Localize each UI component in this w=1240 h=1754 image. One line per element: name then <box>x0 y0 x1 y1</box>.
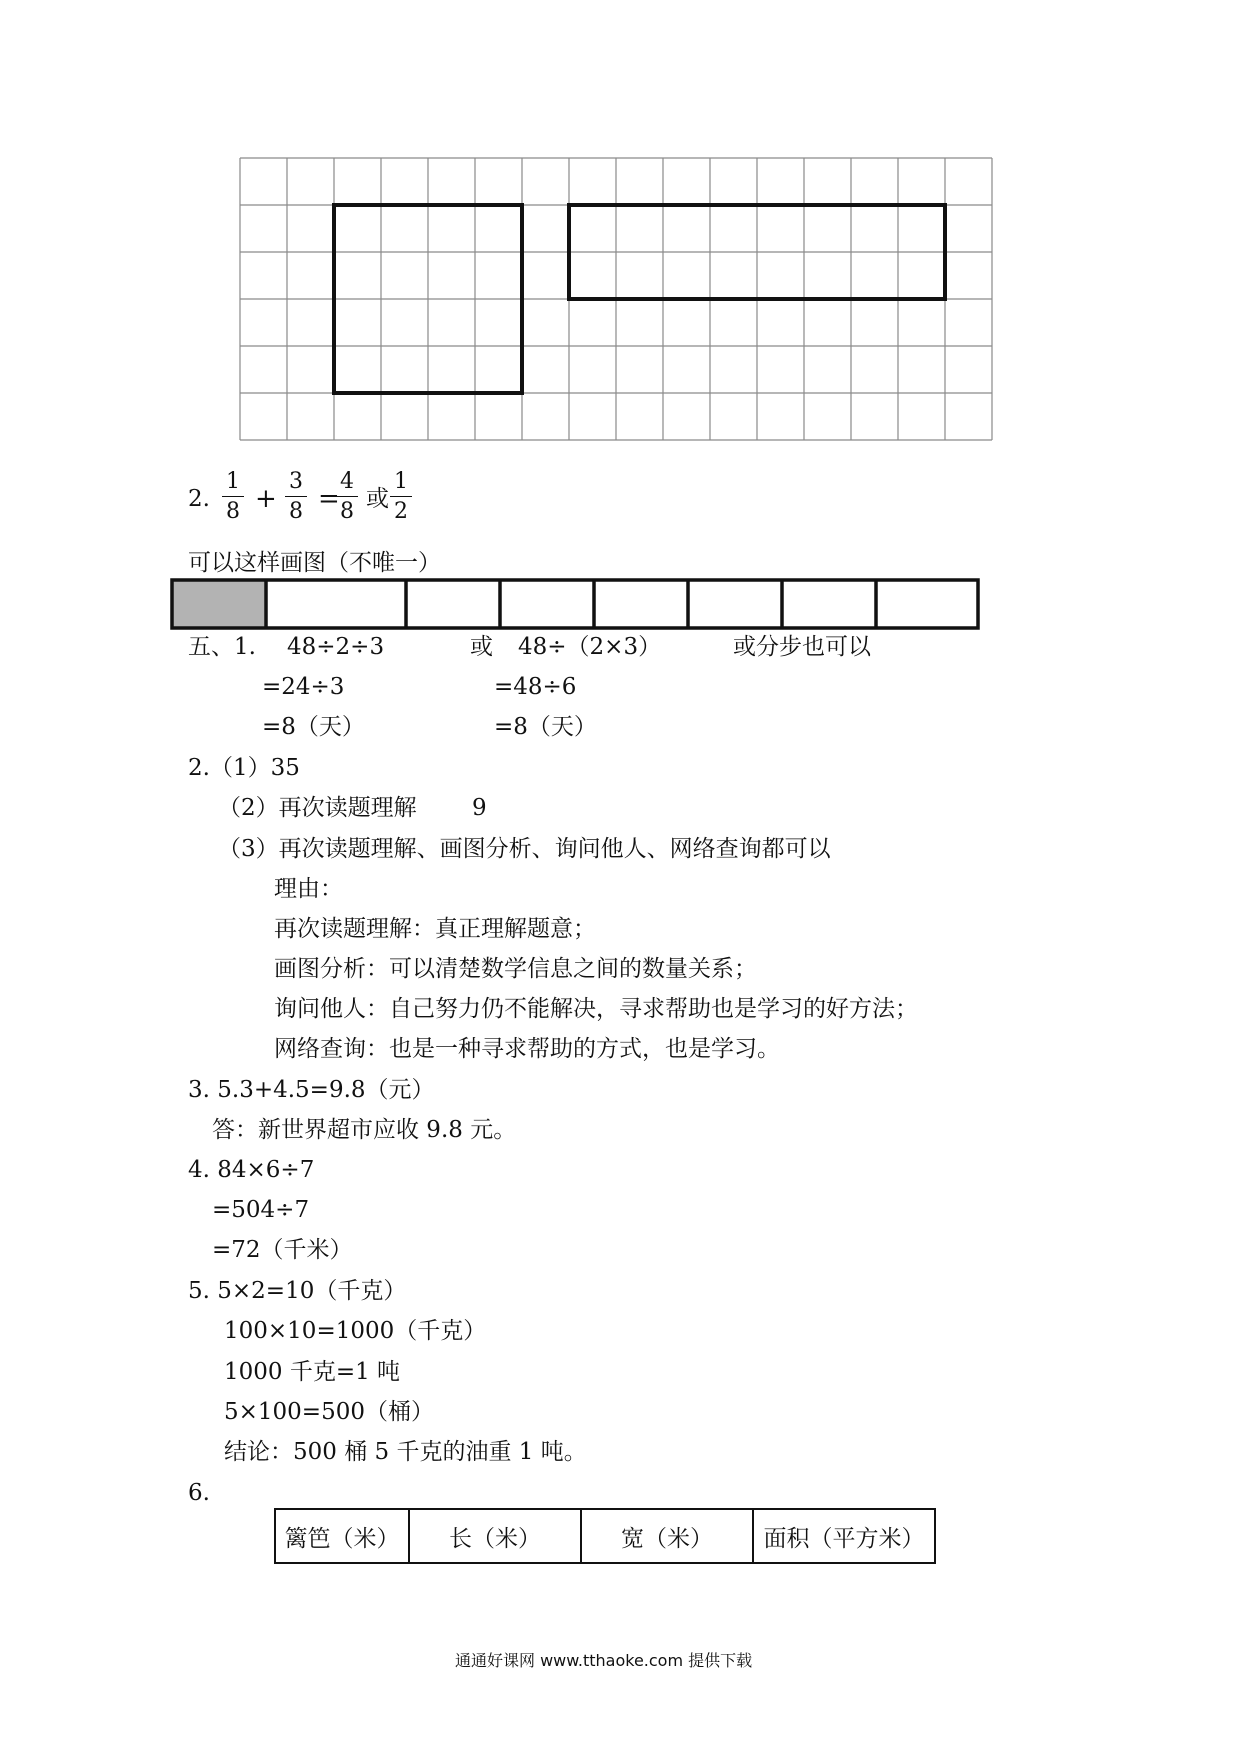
s5-q2-line2-label: （2）再次读题理解 <box>218 795 417 821</box>
equals-sign: = <box>318 484 340 514</box>
s5-q1-step-b1: =48÷6 <box>494 674 577 700</box>
s5-q1-step-a2: =8（天） <box>262 714 365 740</box>
s5-q1-alt: 或分步也可以 <box>733 634 871 660</box>
s5-q3-line1: 3. 5.3+4.5=9.8（元） <box>188 1077 435 1103</box>
draw-note: 可以这样画图（不唯一） <box>188 550 441 576</box>
table-header-cell: 宽（米） <box>581 1509 753 1563</box>
s5-q1-label: 五、1. <box>188 634 256 660</box>
s5-q2-line3: （3）再次读题理解、画图分析、询问他人、网络查询都可以 <box>218 836 831 862</box>
s5-q2-line1: 2.（1）35 <box>188 755 300 781</box>
s5-q2-reason-title: 理由： <box>274 876 343 902</box>
plus-sign: + <box>255 484 277 514</box>
s5-q1-expr-b: 48÷（2×3） <box>518 634 662 660</box>
s5-q5-line5: 结论：500 桶 5 千克的油重 1 吨。 <box>224 1439 587 1465</box>
s5-q2-reason4: 网络查询：也是一种寻求帮助的方式，也是学习。 <box>274 1036 780 1062</box>
s5-q4-line1: 4. 84×6÷7 <box>188 1157 315 1183</box>
s5-q1-step-b2: =8（天） <box>494 714 597 740</box>
fraction-3-8: 3 8 <box>283 470 309 524</box>
s5-q1-step-a1: =24÷3 <box>262 674 345 700</box>
s5-q1-expr-a: 48÷2÷3 <box>287 634 385 660</box>
fraction-1-8: 1 8 <box>220 470 246 524</box>
s5-q6-label: 6. <box>188 1480 210 1506</box>
s5-q4-line2: =504÷7 <box>212 1197 310 1223</box>
page-footer: 通通好课网 www.tthaoke.com 提供下载 <box>455 1651 753 1670</box>
s5-q5-line3: 1000 千克=1 吨 <box>224 1359 401 1385</box>
s5-q2-reason2: 画图分析：可以清楚数学信息之间的数量关系； <box>274 956 757 982</box>
strip-outline <box>172 580 978 628</box>
table-header-cell: 面积（平方米） <box>753 1509 935 1563</box>
strip-shaded-segment <box>172 580 266 628</box>
q2-label: 2. <box>188 486 210 512</box>
s5-q5-line1: 5. 5×2=10（千克） <box>188 1278 407 1304</box>
table-header-cell: 长（米） <box>409 1509 581 1563</box>
or-word: 或 <box>366 486 389 512</box>
fraction-4-8: 4 8 <box>334 470 360 524</box>
s5-q5-line4: 5×100=500（桶） <box>224 1399 434 1425</box>
s5-q2-reason1: 再次读题理解：真正理解题意； <box>274 916 596 942</box>
s5-q3-answer: 答：新世界超市应收 9.8 元。 <box>212 1117 517 1143</box>
s5-q2-line2-value: 9 <box>472 795 487 821</box>
table-header-row <box>275 1509 935 1563</box>
s5-q2-reason3: 询问他人：自己努力仍不能解决，寻求帮助也是学习的好方法； <box>274 996 918 1022</box>
s5-q4-line3: =72（千米） <box>212 1237 353 1263</box>
segment-strip <box>170 578 982 630</box>
s5-q5-line2: 100×10=1000（千克） <box>224 1318 487 1344</box>
grid-figure <box>0 0 1240 460</box>
table-header-cell: 篱笆（米） <box>275 1509 409 1563</box>
fence-table <box>274 1508 936 1564</box>
fraction-1-2: 1 2 <box>388 470 414 524</box>
s5-q1-or: 或 <box>470 634 493 660</box>
